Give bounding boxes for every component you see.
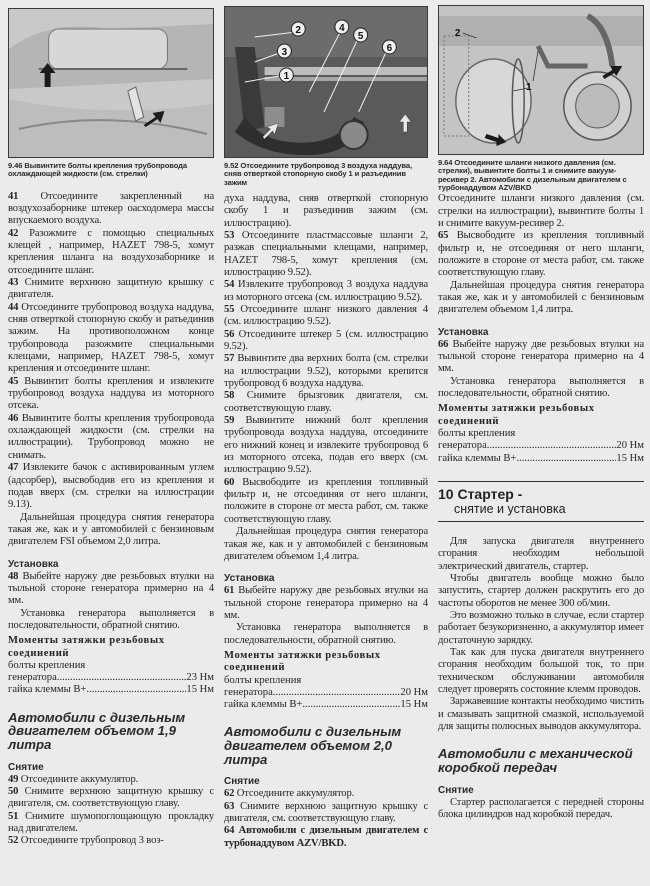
step: 48 Выбейте наружу две резьбовых втулки на тыльной стороне генератора примерно на 4 мм.: [8, 570, 214, 607]
install-heading: Установка: [438, 326, 489, 338]
torque-row: генератора ..... 20 Нм: [224, 687, 428, 699]
step: 49 Отсоедините аккумулятор.: [8, 773, 139, 785]
callout-label: 1: [283, 70, 290, 83]
chapter-subtitle: снятие и установка: [454, 501, 566, 516]
step: 59 Вывинтите нижний болт крепления трубопровода воздуха наддува, отсоедините его нижний конец и извлеките трубопровод 6 из моторного отсека, подав его вверх (см. иллюстрацию 9.52).: [224, 415, 428, 476]
step: 64 Автомобили с дизельным двигателем с турбонаддувом AZV/BKD.: [224, 825, 429, 849]
section-heading: Автомобили с механической коробкой передач: [438, 746, 633, 775]
step: 41 Отсоедините закрепленный на воздухозаборнике штекер оасходомера массы впускаемого воздуха.: [8, 190, 215, 227]
torque-label: болты крепления: [438, 427, 516, 439]
callout-label: 2: [454, 27, 461, 40]
paragraph: Чтобы двигатель вообще можно было запустить, стартер должен раскрутить его до частоты оборотов не менее 300 об/мин.: [438, 572, 644, 609]
removal-heading: Снятие: [8, 761, 44, 773]
figure-9-64-photo: [438, 5, 644, 155]
paragraph: Дальнейшая процедура снятия генератора такая же, как и у автомобилей с бензиновым двигателем объемом 1,4 литра.: [438, 279, 644, 316]
step: 54 Извлеките трубопровод 3 воздуха наддува из моторного отсека (см. иллюстрацию 9.52).: [224, 279, 428, 303]
paragraph: Это возможно только в случае, если стартер работает безукоризненно, а аккумулятор имеет достаточную зарядку.: [438, 609, 644, 646]
paragraph: Для запуска двигателя внутреннего сгорания необходим небольшой электрический двигатель, стартер.: [438, 535, 644, 572]
torque-heading: Моменты затяжки резьбовых соединений: [8, 635, 165, 659]
callout-label: 1: [526, 81, 532, 94]
step: 42 Разожмите с помощью специальных клещей , например, HAZET 798-5, хомут крепления шланга на воздухозаборнике и отсоедините шланг.: [8, 227, 214, 276]
install-heading: Установка: [8, 558, 59, 570]
step: 44 Отсоедините трубопровод воздуха наддува, сняв отверткой стопорную скобу и ратьединив зажим. На противоположном конце трубопровода разожмите специальными клещами, например, HAZET 798-5, хомут крепления и отсоедините шланг.: [8, 301, 214, 375]
section-heading: Автомобили с дизельным двигателем объемом 2,0 литра: [224, 724, 402, 767]
step: 62 Отсоедините аккумулятор.: [224, 788, 355, 800]
torque-row: генератора ..... 23 Нм: [8, 672, 214, 684]
removal-heading: Снятие: [224, 776, 260, 788]
paragraph: Установка генератора выполняется в последовательности, обратной снятию.: [8, 607, 214, 631]
figure-9-52-photo: [224, 6, 428, 158]
step: 46 Вывинтите болты крепления трубопровода охлаждающей жидкости (см. стрелки на иллюстрации). Трубопровод можно не снимать.: [8, 412, 214, 461]
torque-heading: Моменты затяжки резьбовых соединений: [438, 403, 595, 427]
torque-row: генератора ..... 20 Нм: [438, 440, 644, 452]
callout-label: 4: [339, 22, 345, 35]
step: 53 Отсоедините пластмассовые шланги 2, разжав специальными клещами, например, HAZET 798-5, хомут крепления (см. иллюстрацию 9.52).: [224, 229, 428, 278]
callout-label: 2: [295, 24, 302, 37]
paragraph: Стартер располагается с передней стороны блока цилиндров над коробкой передач.: [438, 796, 644, 820]
step: 51 Снимите шумопоглощающую прокладку над двигателем.: [8, 810, 214, 834]
figure-caption: 9.52 Отсоедините трубопровод 3 воздуха наддува, сняв отверткой стопорную скобу 1 и разъединив зажим: [224, 161, 412, 187]
torque-row: гайка клеммы В+ ..... 15 Нм: [438, 453, 644, 465]
column-2: [224, 0, 428, 850]
torque-label: болты крепления: [8, 659, 86, 671]
figure-9-46-photo: [8, 8, 214, 158]
section-heading: Автомобили с дизельным двигателем объемом 1,9 литра: [8, 709, 186, 752]
paragraph: Отсоедините шланги низкого давления (см. стрелки на иллюстрации), вывинтите болты 1 и снимите вакуум-ресивер 2.: [438, 193, 644, 229]
paragraph: Дальнейшая процедура снятия генератора такая же, как и у автомобилей с бензиновым двигателем объемом 1,4 литра.: [224, 526, 428, 562]
paragraph: Установка генератора выполняется в последовательности, обратной снятию.: [224, 622, 428, 646]
callout-label: 5: [357, 30, 364, 43]
chapter-title: 10 Стартер -: [438, 485, 523, 502]
step: 55 Отсоедините шланг низкого давления 4 (см. иллюстрацию 9.52).: [224, 303, 429, 328]
callout-label: 6: [386, 42, 393, 55]
chapter-heading: [438, 482, 644, 521]
torque-row: гайка клеммы В+ ..... 15 Нм: [224, 699, 428, 711]
paragraph: Заржавевшие контакты необходимо чистить и смазывать защитной смазкой, используемой для защиты полюсных выводов аккумулятора.: [438, 696, 644, 732]
step: 58 Снимите брызговик двигателя, см. соответствующую главу.: [224, 390, 429, 414]
step: 50 Снимите верхнюю защитную крышку с двигателя, см. соответствующую главу.: [8, 785, 214, 810]
column-3: [438, 0, 644, 821]
step: 47 Извлеките бачок с активированным углем (адсорбер), высвободив его из крепления и подав вверх (см. стрелки на иллюстрации 9.13).: [8, 462, 214, 511]
figure-caption: 9.46 Вывинтите болты крепления трубопровода охлаждающей жидкости (см. стрелки): [8, 161, 188, 179]
step: 60 Высвободите из крепления топливный фильтр и, не отсоединяя от него шланги, положите в стороне от места работ, см. также соответствующую главу.: [224, 476, 428, 525]
removal-heading: Снятие: [438, 784, 474, 796]
install-heading: Установка: [224, 573, 275, 585]
step: 56 Отсоедините штекер 5 (см. иллюстрацию 9.52).: [224, 328, 428, 353]
torque-heading: Моменты затяжки резьбовых соединений: [224, 649, 381, 674]
paragraph: духа наддува, сняв отверткой стопорную скобу 1 и разъединив зажим (см. иллюстрацию).: [224, 192, 428, 229]
column-1: [8, 0, 214, 848]
paragraph: Так как для пуска двигателя внутреннего сгорания необходим большой ток, то при техническом обслуживании автомобиля следует проверять состояние клемм проводов.: [438, 646, 644, 695]
torque-row: гайка клеммы В+ ..... 15 Нм: [8, 684, 214, 696]
step: 57 Вывинтите два верхних болта (см. стрелки на иллюстрации 9.52), которыми крепится трубопровод 6 воздуха наддува.: [224, 353, 428, 390]
paragraph: Дальнейшая процедура снятия генератора такая же, как и у автомобилей с бензиновым двигателем FSI объемом 2,0 литра.: [8, 511, 214, 548]
torque-label: болты крепления: [224, 674, 302, 686]
step: 66 Выбейте наружу две резьбовых втулки на тыльной стороне генератора примерно на 4 мм.: [438, 338, 644, 375]
step: 63 Снимите верхнюю защитную крышку с двигателя, см. соответствующую главу.: [224, 800, 428, 824]
step: 61 Выбейте наружу две резьбовых втулки на тыльной стороне генератора примерно на 4 мм.: [224, 585, 429, 621]
step: 65 Высвободите из крепления топливный фильтр и, не отсоединяя от него шланги, положите в стороне от места работ, см. также соответствующую главу.: [438, 230, 644, 279]
paragraph: Установка генератора выполняется в последовательности, обратной снятию.: [438, 375, 644, 399]
step: 43 Снимите верхнюю защитную крышку с двигателя.: [8, 277, 214, 301]
step: 45 Вывинтит болты крепления и извлеките трубопровод воздуха наддува из моторного отсека.: [8, 375, 215, 412]
callout-label: 3: [281, 46, 288, 59]
divider: [438, 521, 644, 522]
figure-caption: 9.64 Отсоедините шланги низкого давления (см. стрелки), вывинтите болты 1 и снимите вакуум-ресивер 2. Автомобили с дизельным двигателем с турбонаддувом AZV/BKD: [438, 158, 627, 192]
step: 52 Отсоедините трубопровод 3 воз-: [8, 835, 164, 847]
